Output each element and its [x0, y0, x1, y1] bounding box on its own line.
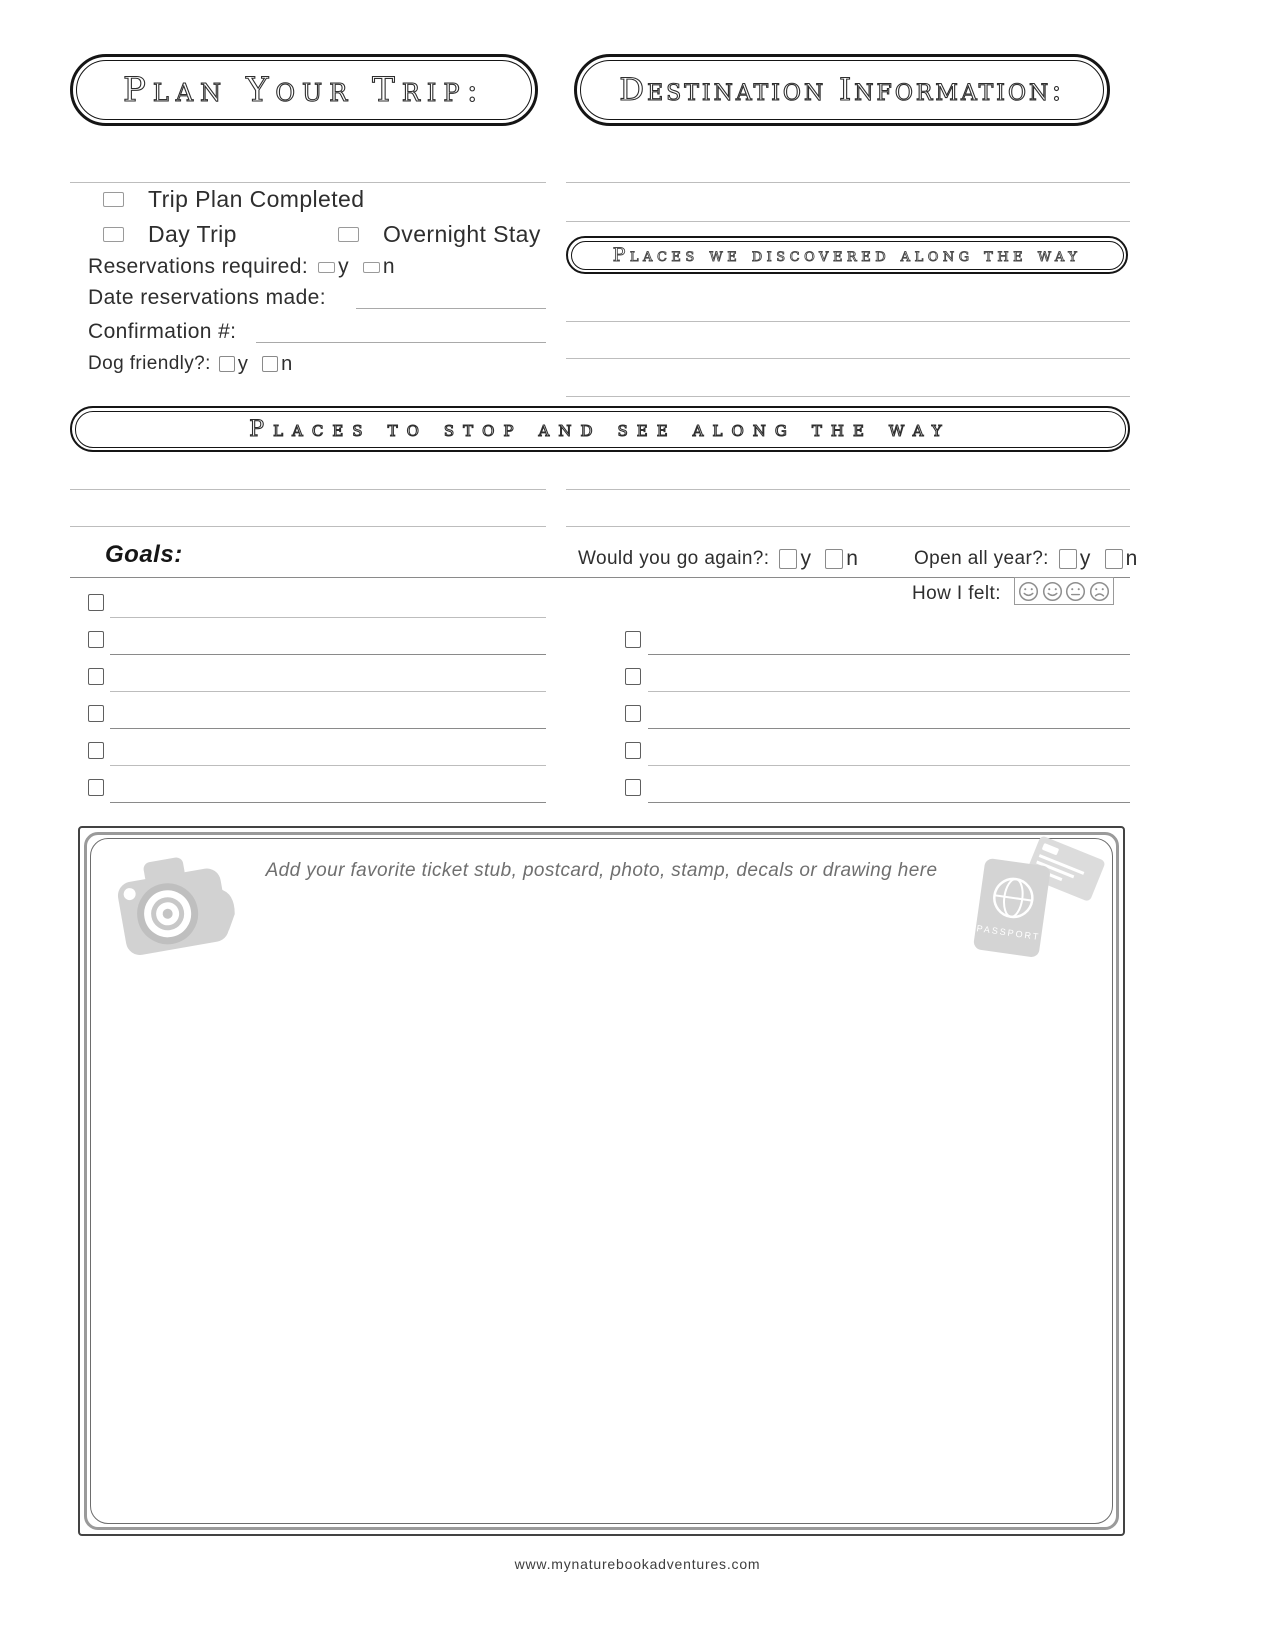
how-i-felt-row	[912, 582, 1001, 606]
banner-places-to-stop	[70, 406, 1130, 452]
writing-line-goal[interactable]	[110, 802, 546, 803]
goals-row	[105, 540, 183, 570]
trip-plan-completed-row	[103, 184, 364, 214]
writing-line-stop[interactable]	[566, 489, 1130, 490]
writing-line-note[interactable]	[648, 728, 1130, 729]
writing-line-note[interactable]	[648, 691, 1130, 692]
would-go-again-label: Would you go again?:	[578, 548, 770, 569]
writing-line-stop[interactable]	[70, 526, 546, 527]
places-discovered-banner-text: Places we discovered along the way	[612, 244, 1082, 266]
checkbox-note-item[interactable]	[625, 631, 641, 648]
day-trip-row	[103, 219, 237, 249]
checkbox-goal-item[interactable]	[88, 779, 104, 796]
checkbox-goal-item[interactable]	[88, 631, 104, 648]
checkbox-overnight-stay[interactable]	[338, 227, 359, 242]
confirmation-row	[88, 318, 236, 346]
dog-friendly-row	[88, 351, 307, 377]
happy-face-icon[interactable]	[1018, 581, 1039, 602]
reservations-required-label: Reservations required:	[88, 255, 309, 278]
camera-icon	[91, 824, 262, 983]
checkbox-goal-item[interactable]	[88, 705, 104, 722]
writing-line-discovered[interactable]	[566, 396, 1130, 397]
writing-line-discovered[interactable]	[566, 358, 1130, 359]
writing-line-destination[interactable]	[566, 182, 1130, 183]
checkbox-dog-friendly-yes[interactable]	[219, 356, 235, 372]
confirmation-label: Confirmation #:	[88, 320, 237, 343]
keepsake-area[interactable]	[78, 826, 1125, 1536]
dog-friendly-no-label: n	[281, 352, 293, 375]
checkbox-dog-friendly-no[interactable]	[262, 356, 278, 372]
plan-your-trip-title-text: Plan Your Trip:	[122, 70, 485, 110]
how-i-felt-scale[interactable]	[1014, 577, 1114, 605]
checkbox-note-item[interactable]	[625, 668, 641, 685]
writing-line-goal[interactable]	[110, 617, 546, 618]
checkbox-goal-item[interactable]	[88, 594, 104, 611]
checkbox-goal-item[interactable]	[88, 668, 104, 685]
sad-face-icon[interactable]	[1089, 581, 1110, 602]
writing-line-note[interactable]	[648, 802, 1130, 803]
day-trip-label: Day Trip	[148, 220, 237, 247]
divider-line	[70, 182, 546, 183]
writing-line-stop[interactable]	[70, 489, 546, 490]
date-reservations-row	[88, 284, 326, 312]
would-go-again-yes-label: y	[800, 547, 812, 570]
neutral-face-icon[interactable]	[1065, 581, 1086, 602]
checkbox-reservations-no[interactable]	[363, 262, 380, 273]
date-reservations-line[interactable]	[356, 308, 546, 309]
dog-friendly-yes-label: y	[237, 352, 249, 375]
checkbox-note-item[interactable]	[625, 742, 641, 759]
reservations-no-label: n	[382, 255, 395, 278]
goals-label: Goals:	[105, 541, 183, 568]
writing-line-goal[interactable]	[110, 728, 546, 729]
open-all-year-label: Open all year?:	[914, 548, 1049, 569]
trip-plan-completed-label: Trip Plan Completed	[148, 185, 365, 212]
checkbox-trip-plan-completed[interactable]	[103, 192, 124, 207]
writing-line-discovered[interactable]	[566, 321, 1130, 322]
checkbox-day-trip[interactable]	[103, 227, 124, 242]
writing-line-goal[interactable]	[110, 654, 546, 655]
reservations-required-row	[88, 253, 409, 281]
would-go-again-no-label: n	[846, 547, 859, 570]
writing-line-goal[interactable]	[110, 691, 546, 692]
how-i-felt-label: How I felt:	[912, 583, 1001, 604]
writing-line-goal[interactable]	[110, 765, 546, 766]
checkbox-goal-item[interactable]	[88, 742, 104, 759]
destination-information-title-text: Destination Information:	[619, 72, 1065, 108]
keepsake-caption: Add your favorite ticket stub, postcard, photo, stamp, decals or drawing here	[265, 860, 938, 881]
checkbox-note-item[interactable]	[625, 779, 641, 796]
overnight-stay-row	[338, 219, 541, 249]
title-plan-your-trip	[70, 54, 538, 126]
banner-places-discovered	[566, 236, 1128, 274]
would-go-again-row	[578, 545, 872, 573]
writing-line-note[interactable]	[648, 765, 1130, 766]
open-all-year-row	[914, 545, 1138, 573]
checkbox-open-all-year-yes[interactable]	[1059, 549, 1077, 569]
open-all-year-no-label: n	[1125, 547, 1138, 570]
date-reservations-label: Date reservations made:	[88, 286, 326, 309]
checkbox-open-all-year-no[interactable]	[1105, 549, 1123, 569]
writing-line-destination[interactable]	[566, 221, 1130, 222]
checkbox-note-item[interactable]	[625, 705, 641, 722]
checkbox-would-go-again-yes[interactable]	[779, 549, 797, 569]
checkbox-reservations-yes[interactable]	[318, 262, 335, 273]
writing-line-stop[interactable]	[566, 526, 1130, 527]
overnight-stay-label: Overnight Stay	[383, 220, 541, 247]
dog-friendly-label: Dog friendly?:	[88, 353, 211, 374]
footer-url: www.mynaturebookadventures.com	[514, 1556, 761, 1572]
divider-line	[70, 577, 1130, 578]
confirmation-line[interactable]	[256, 342, 546, 343]
writing-line-note[interactable]	[648, 654, 1130, 655]
happy-face-icon[interactable]	[1042, 581, 1063, 602]
title-destination-information	[574, 54, 1110, 126]
reservations-yes-label: y	[338, 255, 349, 278]
open-all-year-yes-label: y	[1079, 547, 1091, 570]
svg-text:PASSPORT: PASSPORT	[975, 923, 1041, 943]
checkbox-would-go-again-no[interactable]	[825, 549, 843, 569]
places-to-stop-banner-text: Places to stop and see along the way	[249, 416, 951, 442]
